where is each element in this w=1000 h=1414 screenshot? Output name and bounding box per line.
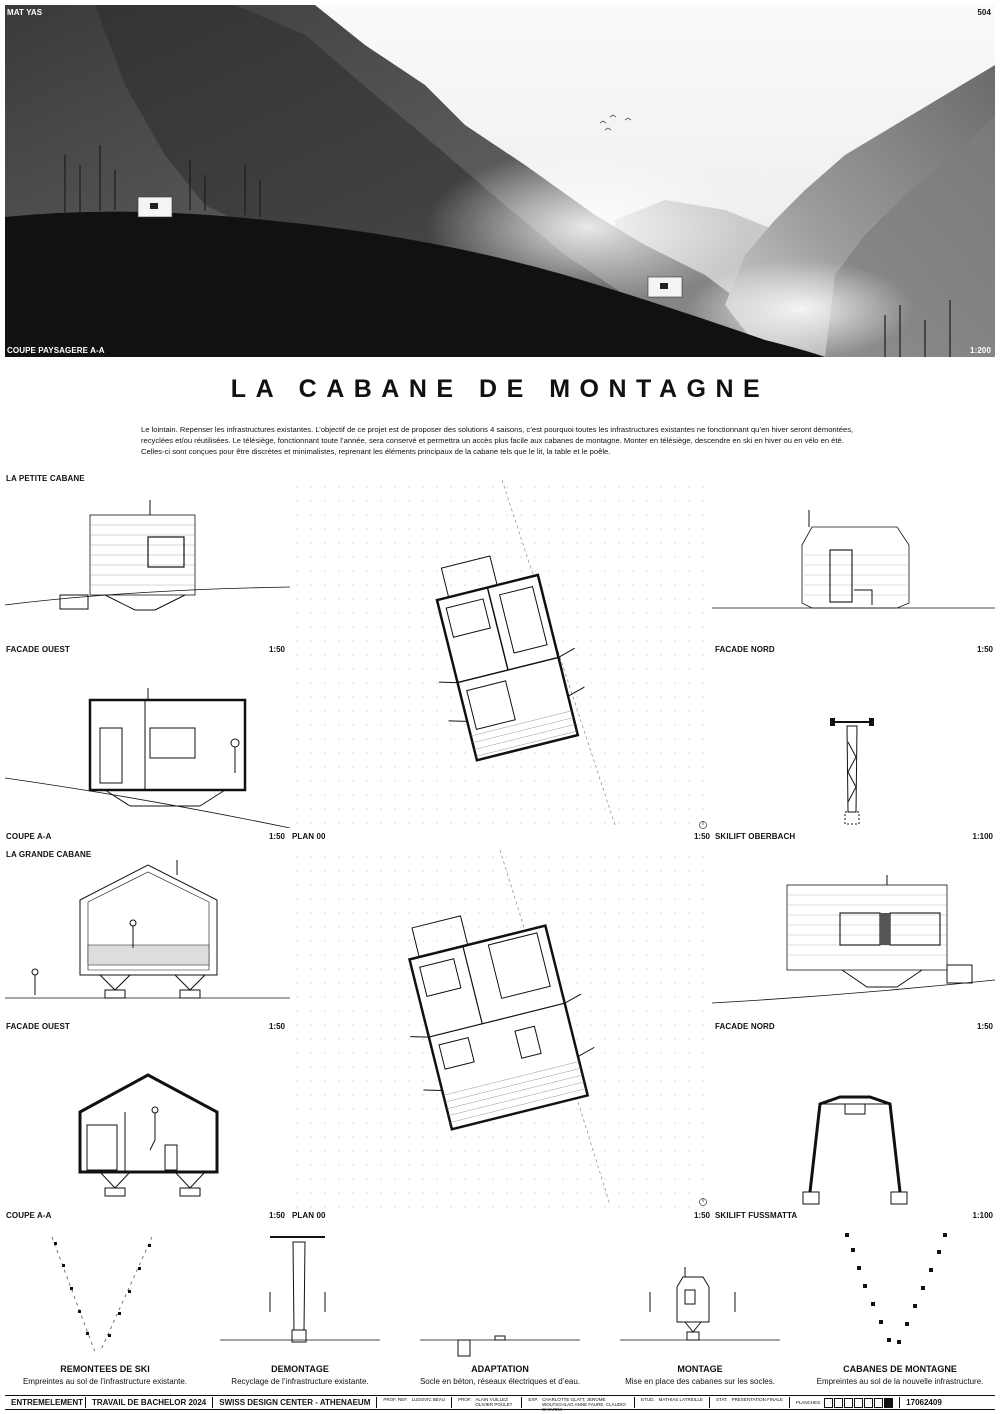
petite-plan-drawing	[380, 480, 640, 830]
petite-facade-ouest-scale: 1:50	[268, 645, 285, 654]
step-3-caption	[405, 1364, 595, 1386]
grande-facade-ouest-drawing	[5, 860, 290, 1005]
grande-facade-nord-label: FACADE NORD	[715, 1022, 775, 1031]
step-5-desc: Empreintes au sol de la nouvelle infrastructure.	[816, 1377, 984, 1386]
grande-coupe-scale: 1:50	[268, 1211, 285, 1220]
step-5-title: CABANES DE MONTAGNE	[843, 1364, 957, 1374]
north-arrow-icon	[698, 820, 708, 830]
step-1-desc: Empreintes au sol de l’infrastructure existante.	[22, 1377, 188, 1386]
grande-coupe-label: COUPE A-A	[6, 1211, 52, 1220]
step-5-caption	[800, 1364, 1000, 1386]
grande-heading: LA GRANDE CABANE	[6, 850, 92, 859]
skilift-oberbach-label: SKILIFT OBERBACH	[715, 832, 796, 841]
landscape-section-image	[5, 5, 995, 357]
grande-coupe-drawing	[5, 1070, 290, 1200]
footer-course: TRAVAIL DE BACHELOR 2024	[86, 1397, 213, 1408]
footer-id: 17062409	[906, 1398, 942, 1407]
step-2-desc: Recyclage de l’infrastructure existante.	[231, 1377, 369, 1386]
author-tag: MAT YAS	[7, 8, 43, 17]
step-montage-drawing	[615, 1232, 785, 1357]
petite-facade-ouest-label: FACADE OUEST	[6, 645, 70, 654]
title-block-footer	[5, 1395, 995, 1410]
page-title: LA CABANE DE MONTAGNE	[230, 375, 770, 403]
footer-prof-ref: PROF. REF. LUDOVIC BEAU	[377, 1397, 452, 1408]
step-4-desc: Mise en place des cabanes sur les socles.	[625, 1377, 775, 1386]
petite-heading: LA PETITE CABANE	[6, 474, 85, 483]
footer-prof: PROF. ALAIN VUILLEZ OLIVIER POULET	[452, 1397, 522, 1408]
section-label: COUPE PAYSAGERE A-A	[7, 346, 105, 355]
grande-facade-ouest-label: FACADE OUEST	[6, 1022, 70, 1031]
page-number: 504	[977, 8, 991, 17]
grande-facade-nord-scale: 1:50	[976, 1022, 993, 1031]
grande-plan-label: PLAN 00	[292, 1211, 326, 1220]
footer-etud: ETUD. MATHIAS LATREILLE	[635, 1397, 710, 1408]
footer-exp: EXP. CHARLOTTE GLATT, JEROME WOLFSCHLAG ANNE FAURE, CLAUDIO CHIARINI	[522, 1397, 635, 1408]
step-cabanes-drawing	[825, 1228, 965, 1358]
planches-indicator	[824, 1398, 893, 1408]
step-4-title: MONTAGE	[677, 1364, 723, 1374]
skilift-fussmatta-drawing	[800, 1092, 910, 1207]
step-1-title: REMONTEES DE SKI	[60, 1364, 150, 1374]
grande-plan-drawing	[380, 850, 640, 1210]
petite-plan-label: PLAN 00	[292, 832, 326, 841]
petite-facade-nord-label: FACADE NORD	[715, 645, 775, 654]
step-2-title: DEMONTAGE	[271, 1364, 329, 1374]
step-3-title: ADAPTATION	[471, 1364, 529, 1374]
petite-coupe-scale: 1:50	[268, 832, 285, 841]
step-2-caption	[205, 1364, 395, 1386]
petite-facade-ouest-drawing	[5, 495, 290, 640]
step-demontage-drawing	[215, 1232, 385, 1357]
footer-planches: PLANCHES	[790, 1397, 900, 1408]
petite-coupe-drawing	[5, 688, 290, 828]
petite-facade-nord-scale: 1:50	[976, 645, 993, 654]
footer-stat: STAT. PRESENTATION FINALE	[710, 1397, 790, 1408]
skilift-oberbach-scale: 1:100	[972, 832, 993, 841]
step-ski-lifts-drawing	[40, 1232, 165, 1357]
footer-project: ENTREMELEMENT	[5, 1397, 86, 1408]
skilift-fussmatta-label: SKILIFT FUSSMATTA	[715, 1211, 798, 1220]
petite-coupe-label: COUPE A-A	[6, 832, 52, 841]
petite-facade-nord-drawing	[712, 505, 995, 615]
north-arrow-icon	[698, 1197, 708, 1207]
grande-facade-nord-drawing	[712, 875, 995, 1005]
step-3-desc: Socle en béton, réseaux électriques et d’eau.	[419, 1377, 581, 1386]
grande-facade-ouest-scale: 1:50	[268, 1022, 285, 1031]
section-scale: 1:200	[970, 346, 991, 355]
petite-plan-scale: 1:50	[693, 832, 710, 841]
footer-school: SWISS DESIGN CENTER - ATHENAEUM	[213, 1397, 377, 1408]
step-1-caption	[10, 1364, 200, 1386]
skilift-oberbach-drawing	[812, 712, 892, 832]
skilift-fussmatta-scale: 1:100	[972, 1211, 993, 1220]
step-adaptation-drawing	[415, 1232, 585, 1357]
intro-paragraph: Le lointain. Repenser les infrastructures existantes. L’objectif de ce projet est de proposer des solutions 4 saisons, c’est pourquoi toutes les infrastructures existantes ne fonctionnant qu’en hiver seront démontées, recyclées et/ou réutilisées. Le télésiège, fonctionnant toute l’année, sera conservé et permettra un accès plus facile aux cabanes de montagne. Monter en télésiège, descendre en ski en hiver ou en vélo en été. Celles-ci sont conçues pour être discrètes et minimalistes, reprenant les éléments principaux de la cabane tels que le lit, la table et le poêle.	[141, 425, 854, 457]
grande-plan-scale: 1:50	[693, 1211, 710, 1220]
step-4-caption	[605, 1364, 795, 1386]
